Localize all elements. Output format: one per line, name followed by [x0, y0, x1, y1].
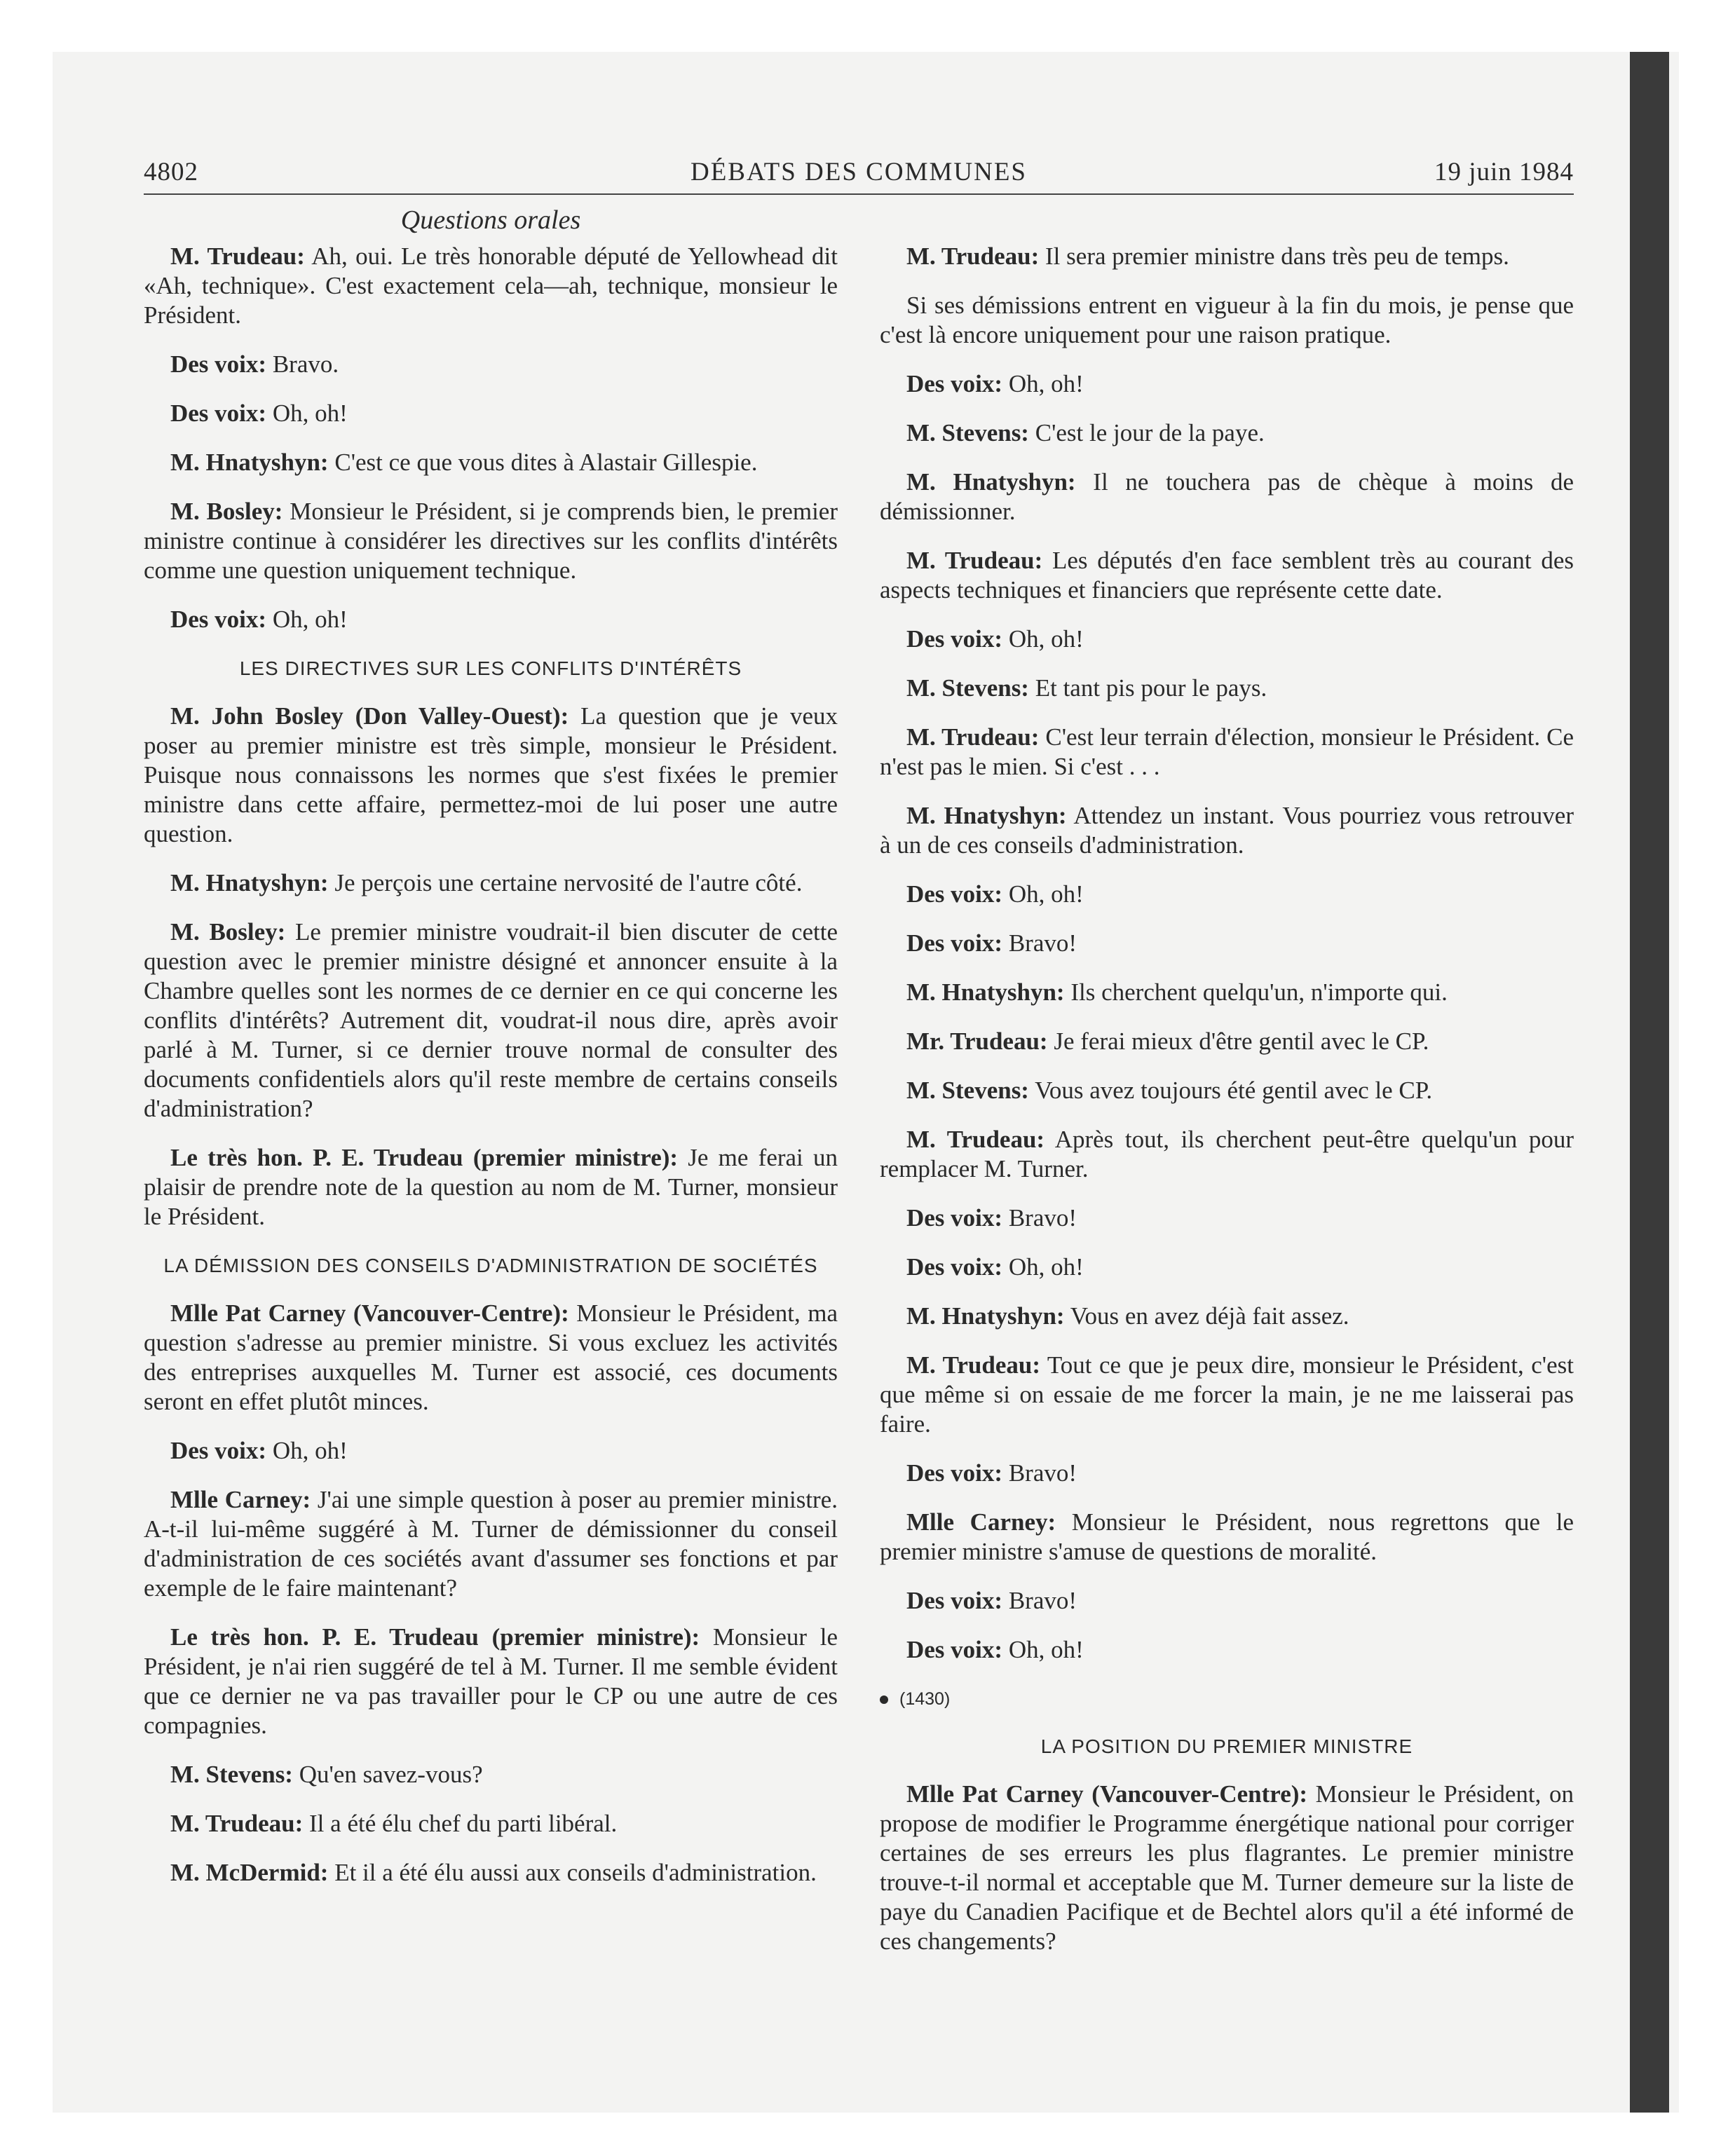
speaker-name: M. Stevens:	[906, 419, 1029, 446]
speech-text: Oh, oh!	[1002, 1636, 1084, 1663]
speaker-name: Des voix:	[170, 400, 267, 427]
speech-text: Oh, oh!	[266, 606, 348, 633]
speech-paragraph	[880, 723, 1574, 782]
speech-text: Qu'en savez-vous?	[292, 1761, 483, 1788]
speaker-name: M. Stevens:	[906, 674, 1029, 702]
speaker-name: M. McDermid:	[170, 1859, 329, 1886]
speech-paragraph	[880, 1076, 1574, 1105]
section-heading: LA DÉMISSION DES CONSEILS D'ADMINISTRATION DE SOCIÉTÉS	[163, 1255, 818, 1276]
speech-text: Le premier ministre voudrait-il bien discuter de cette question avec le premier ministre désigné et annoncer ensuite à la Chambre quelles sont les normes de ce dernier en ce qui concerne les conflits d'intérêts? Autrement dit, voudrat-il nous dire, après avoir parlé à M. Turner, si ce dernier trouve normal de consulter des documents confidentiels alors qu'il reste membre de certains conseils d'administration?	[144, 918, 838, 1122]
speech-paragraph	[144, 1299, 838, 1417]
speech-paragraph	[880, 369, 1574, 399]
speech-paragraph	[144, 350, 838, 379]
speaker-name: M. Hnatyshyn:	[906, 468, 1076, 496]
speech-text: Et tant pis pour le pays.	[1028, 674, 1267, 702]
speech-paragraph	[880, 418, 1574, 448]
speech-text: Si ses démissions entrent en vigueur à la fin du mois, je pense que c'est là encore uniquement pour une raison pratique.	[880, 292, 1574, 348]
speech-paragraph	[880, 1635, 1574, 1665]
speech-paragraph	[880, 1203, 1574, 1233]
speech-paragraph	[144, 497, 838, 585]
speech-text: J'ai une simple question à poser au premier ministre. A-t-il lui-même suggéré à M. Turner de démissionner du conseil d'administration de ces sociétés avant d'assumer ses fonctions et par exemple de le faire maintenant?	[144, 1486, 838, 1602]
speech-paragraph	[144, 242, 838, 330]
speaker-name: M. Hnatyshyn:	[906, 1302, 1065, 1330]
speaker-name: Le très hon. P. E. Trudeau (premier ministre):	[170, 1144, 679, 1171]
speech-paragraph	[880, 1508, 1574, 1567]
speech-text: Monsieur le Président, nous regrettons que le premier ministre s'amuse de questions de moralité.	[880, 1508, 1574, 1565]
speech-text: Ils cherchent quelqu'un, n'importe qui.	[1064, 978, 1448, 1006]
speech-paragraph	[880, 1302, 1574, 1331]
speech-paragraph	[144, 1623, 838, 1740]
speaker-name: Des voix:	[906, 1459, 1003, 1487]
speech-paragraph	[880, 880, 1574, 909]
speech-text: Oh, oh!	[266, 400, 348, 427]
speaker-name: Mlle Pat Carney (Vancouver-Centre):	[906, 1780, 1308, 1808]
speaker-name: M. Hnatyshyn:	[170, 869, 329, 896]
speaker-name: Le très hon. P. E. Trudeau (premier ministre):	[170, 1623, 700, 1651]
speaker-name: M. Hnatyshyn:	[170, 449, 329, 476]
speech-text: Bravo!	[1002, 929, 1077, 957]
speaker-name: M. Trudeau:	[906, 547, 1043, 574]
speech-text: Bravo!	[1002, 1459, 1077, 1487]
speaker-name: Des voix:	[170, 1437, 267, 1464]
speech-text: Je ferai mieux d'être gentil avec le CP.	[1047, 1028, 1429, 1055]
speech-paragraph	[880, 1459, 1574, 1488]
speech-paragraph	[144, 605, 838, 634]
speech-text: C'est le jour de la paye.	[1028, 419, 1265, 446]
speaker-name: Des voix:	[906, 1587, 1003, 1614]
speech-text: Vous avez toujours été gentil avec le CP.	[1028, 1077, 1433, 1104]
speech-text: Bravo!	[1002, 1587, 1077, 1614]
speech-text: Je me ferai un plaisir de prendre note de la question au nom de M. Turner, monsieur le Président.	[144, 1144, 838, 1230]
speech-text: Oh, oh!	[1002, 370, 1084, 397]
section-tag: Questions orales	[400, 205, 581, 235]
speaker-name: Des voix:	[906, 625, 1003, 653]
speech-paragraph	[144, 1809, 838, 1838]
speech-paragraph	[880, 674, 1574, 703]
speaker-name: Des voix:	[170, 350, 267, 378]
speech-paragraph	[880, 801, 1574, 860]
speech-paragraph	[880, 978, 1574, 1007]
right-column	[880, 242, 1574, 1976]
timestamp-text: (1430)	[899, 1689, 951, 1709]
speech-paragraph	[144, 448, 838, 477]
section-heading: LES DIRECTIVES SUR LES CONFLITS D'INTÉRÊTS	[239, 657, 742, 679]
speech-paragraph	[880, 1351, 1574, 1439]
speech-text: La question que je veux poser au premier ministre est très simple, monsieur le Président. Puisque nous connaissons les normes que s'est fixées le premier ministre dans cette affaire, permettez-moi de lui poser une autre question.	[144, 702, 838, 847]
speaker-name: M. Stevens:	[906, 1077, 1029, 1104]
speaker-name: Des voix:	[906, 1204, 1003, 1231]
speaker-name: M. Trudeau:	[906, 1126, 1045, 1153]
speech-paragraph	[880, 625, 1574, 654]
speech-text: Ah, oui. Le très honorable député de Yellowhead dit «Ah, technique». C'est exactement cela—ah, technique, monsieur le Président.	[144, 243, 838, 329]
speaker-name: Mlle Carney:	[906, 1508, 1056, 1536]
speech-text: Monsieur le Président, je n'ai rien suggéré de tel à M. Turner. Il me semble évident que ce dernier ne va pas travailler pour le CP ou une autre de ces compagnies.	[144, 1623, 838, 1739]
speech-paragraph	[144, 1436, 838, 1466]
speech-paragraph	[880, 929, 1574, 958]
speaker-name: M. Bosley:	[170, 498, 283, 525]
speech-text: Vous en avez déjà fait assez.	[1064, 1302, 1349, 1330]
speech-text: Il sera premier ministre dans très peu de temps.	[1039, 243, 1509, 270]
speaker-name: Mlle Carney:	[170, 1486, 311, 1513]
speech-text: Il ne touchera pas de chèque à moins de démissionner.	[880, 468, 1574, 525]
speech-text: C'est ce que vous dites à Alastair Gillespie.	[328, 449, 758, 476]
timestamp	[880, 1684, 1574, 1714]
speech-paragraph	[880, 242, 1574, 271]
speech-paragraph	[144, 1858, 838, 1888]
speech-paragraph	[880, 1586, 1574, 1616]
speech-paragraph	[880, 468, 1574, 526]
speech-text: Oh, oh!	[266, 1437, 348, 1464]
speaker-name: M. Trudeau:	[170, 1810, 304, 1837]
speech-paragraph	[880, 291, 1574, 350]
speaker-name: Des voix:	[906, 370, 1003, 397]
publication-date: 19 juin 1984	[1434, 158, 1574, 186]
speech-paragraph	[144, 1143, 838, 1231]
speech-paragraph	[144, 868, 838, 898]
speech-text: Bravo.	[266, 350, 339, 378]
scan-edge	[1630, 52, 1669, 2113]
speaker-name: M. John Bosley (Don Valley-Ouest):	[170, 702, 569, 730]
left-column	[144, 242, 838, 1907]
speech-paragraph	[880, 1027, 1574, 1056]
speech-text: Les députés d'en face semblent très au courant des aspects techniques et financiers que représente cette date.	[880, 547, 1574, 603]
speech-text: Oh, oh!	[1002, 625, 1084, 653]
speaker-name: M. Bosley:	[170, 918, 286, 946]
publication-title: DÉBATS DES COMMUNES	[690, 158, 1027, 186]
page-number: 4802	[144, 158, 198, 186]
speaker-name: M. Trudeau:	[906, 723, 1040, 751]
bullet-icon	[880, 1696, 888, 1704]
speaker-name: Des voix:	[906, 880, 1003, 908]
speaker-name: M. Trudeau:	[170, 243, 305, 270]
speech-text: Et il a été élu aussi aux conseils d'administration.	[328, 1859, 817, 1886]
speech-text: Bravo!	[1002, 1204, 1077, 1231]
page-header	[144, 153, 1574, 195]
speech-text: Tout ce que je peux dire, monsieur le Président, c'est que même si on essaie de me forcer la main, je ne me laisserai pas faire.	[880, 1351, 1574, 1438]
speaker-name: Des voix:	[170, 606, 267, 633]
speech-paragraph	[144, 399, 838, 428]
speaker-name: M. Hnatyshyn:	[906, 978, 1065, 1006]
speech-paragraph	[144, 917, 838, 1124]
speech-text: Oh, oh!	[1002, 880, 1084, 908]
speech-paragraph	[144, 1485, 838, 1603]
speech-text: Monsieur le Président, si je comprends bien, le premier ministre continue à considérer les directives sur les conflits d'intérêts comme une question uniquement technique.	[144, 498, 838, 584]
speech-text: C'est leur terrain d'élection, monsieur le Président. Ce n'est pas le mien. Si c'est . . .	[880, 723, 1574, 780]
speech-text: Après tout, ils cherchent peut-être quelqu'un pour remplacer M. Turner.	[880, 1126, 1574, 1182]
speech-text: Je perçois une certaine nervosité de l'autre côté.	[328, 869, 803, 896]
speech-paragraph	[880, 1780, 1574, 1956]
speaker-name: Des voix:	[906, 929, 1003, 957]
speech-paragraph	[144, 702, 838, 849]
speaker-name: M. Trudeau:	[906, 1351, 1040, 1379]
speech-paragraph	[880, 1125, 1574, 1184]
section-heading: LA POSITION DU PREMIER MINISTRE	[1040, 1735, 1413, 1757]
speech-text: Oh, oh!	[1002, 1253, 1084, 1281]
speaker-name: M. Stevens:	[170, 1761, 293, 1788]
speaker-name: Des voix:	[906, 1636, 1003, 1663]
speech-paragraph	[880, 1253, 1574, 1282]
speaker-name: M. Hnatyshyn:	[906, 802, 1067, 829]
speech-text: Il a été élu chef du parti libéral.	[303, 1810, 618, 1837]
speech-text: Attendez un instant. Vous pourriez vous retrouver à un de ces conseils d'administration.	[880, 802, 1574, 859]
speaker-name: M. Trudeau:	[906, 243, 1040, 270]
speech-paragraph	[144, 1760, 838, 1789]
speech-paragraph	[880, 546, 1574, 605]
speaker-name: Mlle Pat Carney (Vancouver-Centre):	[170, 1299, 569, 1327]
speech-text: Monsieur le Président, ma question s'adresse au premier ministre. Si vous excluez les activités des entreprises auxquelles M. Turner est associé, ces documents seront en effet plutôt minces.	[144, 1299, 838, 1415]
speaker-name: Des voix:	[906, 1253, 1003, 1281]
speaker-name: Mr. Trudeau:	[906, 1028, 1048, 1055]
speech-text: Monsieur le Président, on propose de modifier le Programme énergétique national pour corriger certaines de ses erreurs les plus flagrantes. Le premier ministre trouve-t-il normal et acceptable que M. Turner demeure sur la liste de paye du Canadien Pacifique et de Bechtel alors qu'il a été informé de ces changements?	[880, 1780, 1574, 1955]
